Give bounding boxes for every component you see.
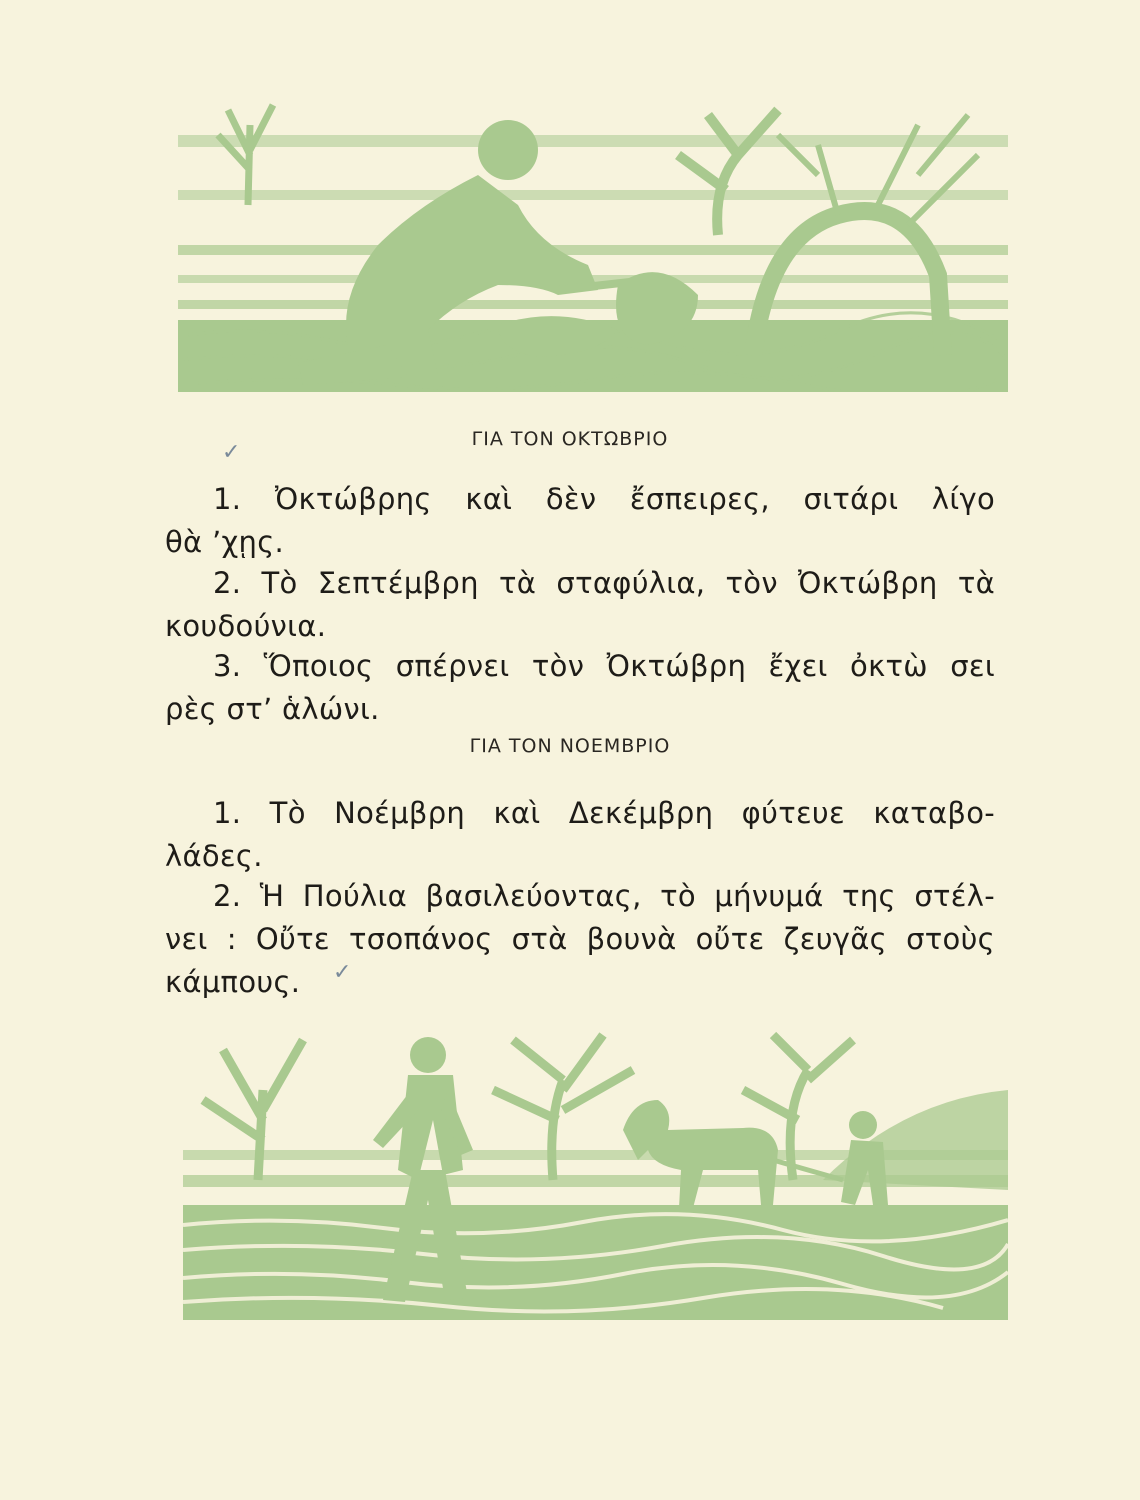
proverb-october-3 (165, 645, 995, 731)
pencil-check-icon: ✓ (222, 440, 241, 465)
proverb-line: κουδούνια. (165, 609, 327, 643)
proverb-line: λάδες. (165, 839, 263, 873)
proverb-line: ρὲς στ’ ἁλώνι. (165, 692, 380, 726)
proverb-october-1 (165, 478, 995, 564)
woodcut-sower-and-plough-icon (183, 1030, 1008, 1320)
proverb-line: 2. Ἡ Πούλια βασιλεύοντας, τὸ μήνυμά της στέλ- (213, 879, 995, 913)
woodcut-farmer-digging-icon (178, 95, 1008, 392)
proverb-line: νει : Οὔτε τσοπάνος στὰ βουνὰ οὔτε ζευγᾶς στοὺς (165, 922, 995, 956)
pencil-check-icon: ✓ (333, 960, 352, 985)
section-heading-november: ΓΙΑ ΤΟΝ ΝΟΕΜΒΡΙΟ (469, 735, 671, 757)
proverb-line: 2. Τὸ Σεπτέμβρη τὰ σταφύλια, τὸν Ὀκτώβρη τὰ (213, 566, 995, 600)
proverb-line: 1. Ὀκτώβρης καὶ δὲν ἔσπειρες, σιτάρι λίγο (213, 482, 995, 516)
proverb-line: κάμπους. (165, 965, 301, 999)
section-heading-october: ΓΙΑ ΤΟΝ ΟΚΤΩΒΡΙΟ (471, 428, 669, 450)
proverb-line: 3. Ὅποιος σπέρνει τὸν Ὀκτώβρη ἔχει ὀκτὼ σει (213, 649, 995, 683)
proverb-october-2 (165, 562, 995, 648)
proverb-line: θὰ ’χῃς. (165, 525, 285, 559)
proverb-november-2 (165, 875, 995, 1004)
proverb-november-1 (165, 792, 995, 878)
proverb-line: 1. Τὸ Νοέμβρη καὶ Δεκέμβρη φύτευε καταβο- (213, 796, 995, 830)
